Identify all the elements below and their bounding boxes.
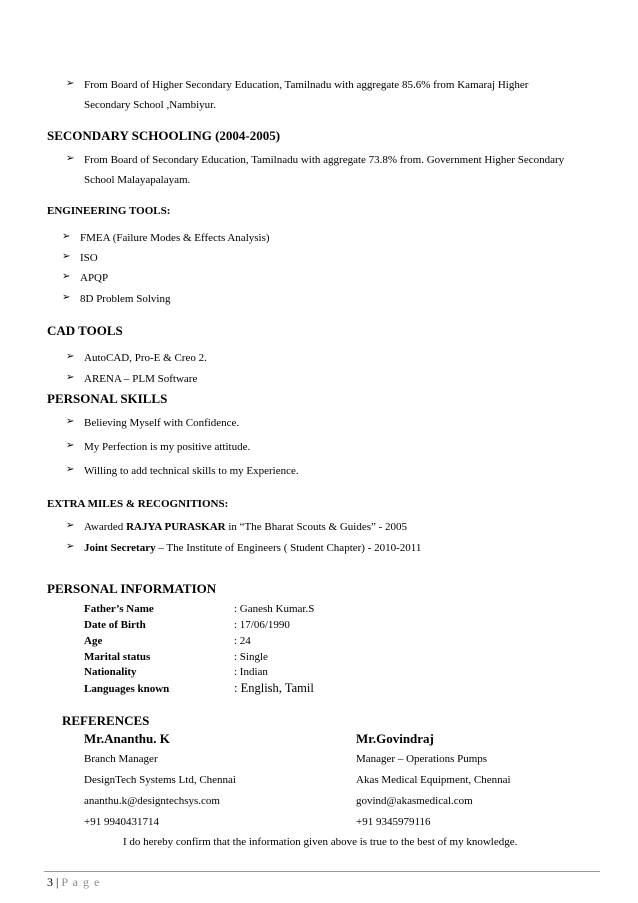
engineering-tool-item: 8D Problem Solving <box>80 293 171 305</box>
declaration: I do hereby confirm that the information given above is true to the best of my knowledge. <box>123 836 518 848</box>
bullet-arrow-icon: ➢ <box>62 251 71 262</box>
bullet-arrow-icon: ➢ <box>66 78 75 89</box>
engineering-tools-heading: ENGINEERING TOOLS: <box>47 205 171 217</box>
info-value: : Single <box>234 651 268 663</box>
bullet-arrow-icon: ➢ <box>62 231 71 242</box>
page-footer <box>47 875 100 890</box>
bullet-arrow-icon: ➢ <box>66 520 75 531</box>
extra-miles-item: Awarded RAJYA PURASKAR in “The Bharat Scouts & Guides” - 2005 <box>84 521 408 533</box>
references-heading: REFERENCES <box>62 713 150 728</box>
reference-role-left: Branch Manager <box>84 753 158 765</box>
bullet-arrow-icon: ➢ <box>66 464 75 475</box>
hsc-line-2: Secondary School ,Nambiyur. <box>84 99 216 111</box>
info-value: : Indian <box>234 666 268 678</box>
bullet-arrow-icon: ➢ <box>66 351 75 362</box>
info-label: Marital status <box>84 651 151 663</box>
info-label: Date of Birth <box>84 619 146 631</box>
engineering-tool-item: FMEA (Failure Modes & Effects Analysis) <box>80 232 270 244</box>
cad-tool-item: ARENA – PLM Software <box>84 373 198 385</box>
personal-info-heading: PERSONAL INFORMATION <box>47 581 217 596</box>
info-label: Father’s Name <box>84 603 154 615</box>
reference-email-right: govind@akasmedical.com <box>356 795 473 807</box>
bullet-arrow-icon: ➢ <box>66 541 75 552</box>
personal-skill-item: Willing to add technical skills to my Experience. <box>84 465 299 477</box>
bullet-arrow-icon: ➢ <box>66 153 75 164</box>
reference-company-right: Akas Medical Equipment, Chennai <box>356 774 511 786</box>
reference-phone-left: +91 9940431714 <box>84 816 159 828</box>
reference-name-left: Mr.Ananthu. K <box>84 731 170 746</box>
extra-miles-heading: EXTRA MILES & RECOGNITIONS: <box>47 498 229 510</box>
page-label: P a g e <box>61 875 101 889</box>
hsc-line-1: From Board of Higher Secondary Education, Tamilnadu with aggregate 85.6% from Kamaraj Higher <box>84 79 529 91</box>
info-value: : English, Tamil <box>234 681 314 695</box>
personal-skill-item: Believing Myself with Confidence. <box>84 417 240 429</box>
secondary-line-2: School Malayapalayam. <box>84 174 191 186</box>
personal-skills-heading: PERSONAL SKILLS <box>47 391 168 406</box>
info-label: Nationality <box>84 666 137 678</box>
extra-miles-item: Joint Secretary – The Institute of Engineers ( Student Chapter) - 2010-2011 <box>84 542 422 554</box>
bullet-arrow-icon: ➢ <box>66 416 75 427</box>
bullet-arrow-icon: ➢ <box>66 372 75 383</box>
reference-role-right: Manager – Operations Pumps <box>356 753 488 765</box>
reference-phone-right: +91 9345979116 <box>356 816 431 828</box>
info-value: : 24 <box>234 635 251 647</box>
reference-company-left: DesignTech Systems Ltd, Chennai <box>84 774 236 786</box>
secondary-line-1: From Board of Secondary Education, Tamilnadu with aggregate 73.8% from. Government Higher Secondary <box>84 154 565 166</box>
info-value: : Ganesh Kumar.S <box>234 603 315 615</box>
page-number: 3 | <box>47 875 59 889</box>
bullet-arrow-icon: ➢ <box>62 292 71 303</box>
cad-tools-heading: CAD TOOLS <box>47 323 123 338</box>
engineering-tool-item: APQP <box>80 272 109 284</box>
info-value: : 17/06/1990 <box>234 619 290 631</box>
secondary-heading: SECONDARY SCHOOLING (2004-2005) <box>47 128 281 143</box>
info-label: Age <box>84 635 103 647</box>
info-label: Languages known <box>84 683 170 695</box>
engineering-tool-item: ISO <box>80 252 98 264</box>
personal-skill-item: My Perfection is my positive attitude. <box>84 441 251 453</box>
bullet-arrow-icon: ➢ <box>62 271 71 282</box>
footer-divider <box>44 871 600 872</box>
cad-tool-item: AutoCAD, Pro-E & Creo 2. <box>84 352 207 364</box>
reference-email-left: ananthu.k@designtechsys.com <box>84 795 220 807</box>
bullet-arrow-icon: ➢ <box>66 440 75 451</box>
reference-name-right: Mr.Govindraj <box>356 731 434 746</box>
